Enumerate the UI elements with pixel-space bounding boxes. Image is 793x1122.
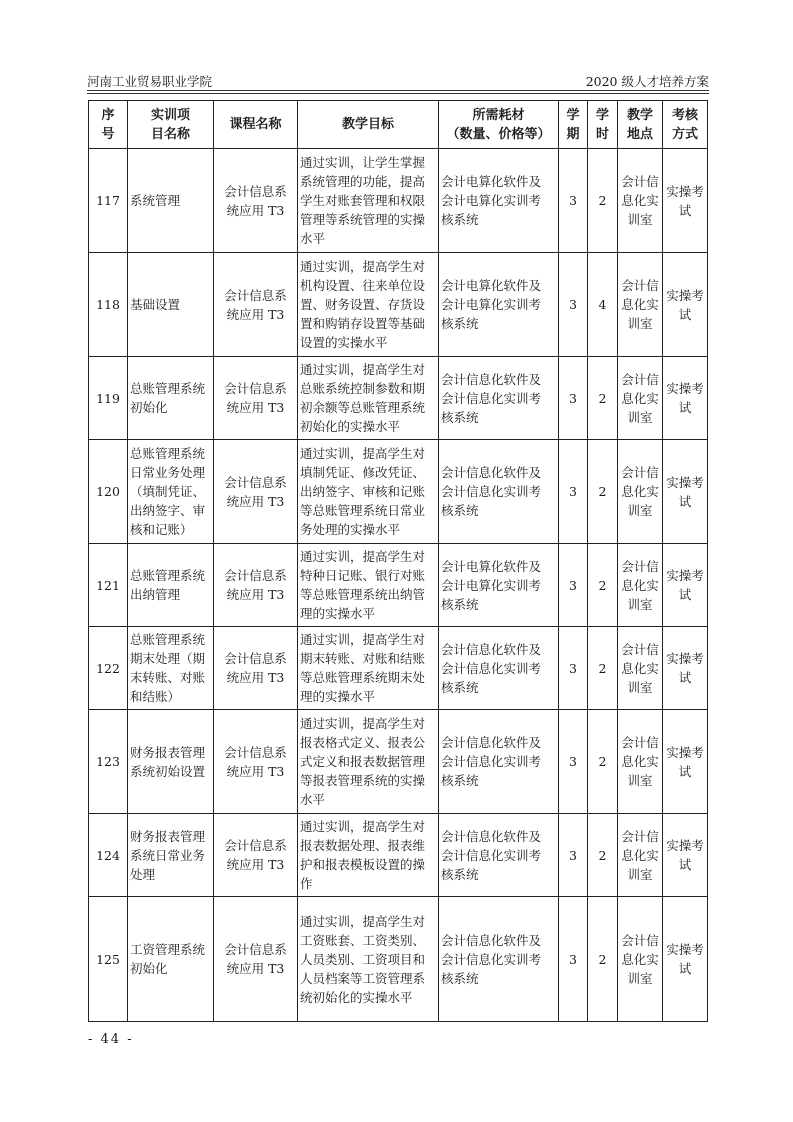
cell-no: 118 [89,253,128,357]
cell-term: 3 [559,357,588,440]
cell-term: 3 [559,544,588,627]
cell-course: 会计信息系 统应用 T3 [214,814,298,897]
col-header-place: 教学 地点 [618,101,663,149]
cell-course: 会计信息系 统应用 T3 [214,710,298,814]
cell-course: 会计信息系 统应用 T3 [214,357,298,440]
col-header-assess: 考核 方式 [663,101,708,149]
cell-assess: 实操考 试 [663,710,708,814]
table-row [89,710,708,814]
cell-place: 会计信 息化实 训室 [618,814,663,897]
cell-place: 会计信 息化实 训室 [618,149,663,253]
cell-hours: 2 [588,440,618,544]
cell-project: 总账管理系统 期末处理（期 末转账、对账 和结账） [128,627,214,710]
cell-no: 119 [89,357,128,440]
cell-no: 124 [89,814,128,897]
school-name: 河南工业贸易职业学院 [87,74,213,89]
cell-project: 财务报表管理 系统日常业务 处理 [128,814,214,897]
table-row [89,149,708,253]
cell-project: 工资管理系统 初始化 [128,897,214,1022]
cell-materials: 会计信息化软件及 会计信息化实训考 核系统 [439,814,559,897]
cell-place: 会计信 息化实 训室 [618,544,663,627]
plan-title: 2020 级人才培养方案 [585,74,709,89]
table-row [89,627,708,710]
col-header-materials: 所需耗材 （数量、价格等） [439,101,559,149]
table-row [89,440,708,544]
cell-course: 会计信息系 统应用 T3 [214,253,298,357]
cell-place: 会计信 息化实 训室 [618,897,663,1022]
cell-materials: 会计信息化软件及 会计信息化实训考 核系统 [439,357,559,440]
cell-assess: 实操考 试 [663,544,708,627]
col-header-goal: 教学目标 [298,101,439,149]
cell-materials: 会计信息化软件及 会计信息化实训考 核系统 [439,627,559,710]
cell-course: 会计信息系 统应用 T3 [214,544,298,627]
cell-no: 121 [89,544,128,627]
cell-hours: 2 [588,544,618,627]
header-rule-double [87,93,709,94]
cell-term: 3 [559,149,588,253]
col-header-project: 实训项 目名称 [128,101,214,149]
cell-assess: 实操考 试 [663,253,708,357]
col-header-term: 学 期 [559,101,588,149]
cell-no: 123 [89,710,128,814]
cell-course: 会计信息系 统应用 T3 [214,149,298,253]
cell-materials: 会计信息化软件及 会计信息化实训考 核系统 [439,897,559,1022]
cell-materials: 会计信息化软件及 会计信息化实训考 核系统 [439,710,559,814]
cell-no: 125 [89,897,128,1022]
cell-assess: 实操考 试 [663,897,708,1022]
cell-materials: 会计电算化软件及 会计电算化实训考 核系统 [439,253,559,357]
cell-assess: 实操考 试 [663,357,708,440]
cell-materials: 会计电算化软件及 会计电算化实训考 核系统 [439,149,559,253]
cell-goal: 通过实训，提高学生对 特种日记账、银行对账 等总账管理系统出纳管 理的实操水平 [298,544,439,627]
page-number: - 44 - [88,1032,134,1047]
cell-place: 会计信 息化实 训室 [618,710,663,814]
cell-project: 系统管理 [128,149,214,253]
cell-goal: 通过实训，提高学生对 工资账套、工资类别、 人员类别、工资项目和 人员档案等工资管理系 统初始化的实操水平 [298,897,439,1022]
cell-no: 122 [89,627,128,710]
training-table [88,100,708,1022]
cell-assess: 实操考 试 [663,149,708,253]
cell-course: 会计信息系 统应用 T3 [214,440,298,544]
cell-term: 3 [559,253,588,357]
cell-place: 会计信 息化实 训室 [618,357,663,440]
table-row [89,357,708,440]
header-rule [87,90,709,91]
cell-goal: 通过实训，提高学生对 期末转账、对账和结账 等总账管理系统期末处 理的实操水平 [298,627,439,710]
page-header [87,66,709,92]
cell-hours: 2 [588,149,618,253]
cell-term: 3 [559,627,588,710]
cell-no: 120 [89,440,128,544]
cell-project: 总账管理系统 日常业务处理 （填制凭证、 出纳签字、审 核和记账） [128,440,214,544]
cell-place: 会计信 息化实 训室 [618,440,663,544]
cell-assess: 实操考 试 [663,814,708,897]
cell-hours: 4 [588,253,618,357]
col-header-no: 序 号 [89,101,128,149]
cell-project: 总账管理系统 初始化 [128,357,214,440]
cell-term: 3 [559,710,588,814]
cell-assess: 实操考 试 [663,627,708,710]
cell-term: 3 [559,814,588,897]
table-row [89,544,708,627]
cell-materials: 会计电算化软件及 会计电算化实训考 核系统 [439,544,559,627]
table-row [89,897,708,1022]
cell-place: 会计信 息化实 训室 [618,627,663,710]
col-header-course: 课程名称 [214,101,298,149]
table-row [89,814,708,897]
col-header-hours: 学 时 [588,101,618,149]
cell-term: 3 [559,897,588,1022]
cell-goal: 通过实训，提高学生对 报表格式定义、报表公 式定义和报表数据管理 等报表管理系统的实操 水平 [298,710,439,814]
cell-goal: 通过实训，提高学生对 总账系统控制参数和期 初余额等总账管理系统 初始化的实操水平 [298,357,439,440]
cell-project: 财务报表管理 系统初始设置 [128,710,214,814]
cell-hours: 2 [588,357,618,440]
cell-project: 基础设置 [128,253,214,357]
cell-hours: 2 [588,627,618,710]
cell-goal: 通过实训，让学生掌握 系统管理的功能，提高 学生对账套管理和权限 管理等系统管理的实操 水平 [298,149,439,253]
table-row [89,253,708,357]
cell-materials: 会计信息化软件及 会计信息化实训考 核系统 [439,440,559,544]
cell-place: 会计信 息化实 训室 [618,253,663,357]
cell-course: 会计信息系 统应用 T3 [214,627,298,710]
cell-assess: 实操考 试 [663,440,708,544]
cell-hours: 2 [588,710,618,814]
cell-hours: 2 [588,814,618,897]
table-header-row [89,101,708,149]
cell-goal: 通过实训，提高学生对 机构设置、往来单位设 置、财务设置、存货设 置和购销存设置等基础 设置的实操水平 [298,253,439,357]
cell-no: 117 [89,149,128,253]
cell-course: 会计信息系 统应用 T3 [214,897,298,1022]
cell-term: 3 [559,440,588,544]
cell-goal: 通过实训，提高学生对 报表数据处理、报表维 护和报表模板设置的操 作 [298,814,439,897]
cell-project: 总账管理系统 出纳管理 [128,544,214,627]
cell-goal: 通过实训，提高学生对 填制凭证、修改凭证、 出纳签字、审核和记账 等总账管理系统日常业 务处理的实操水平 [298,440,439,544]
cell-hours: 2 [588,897,618,1022]
